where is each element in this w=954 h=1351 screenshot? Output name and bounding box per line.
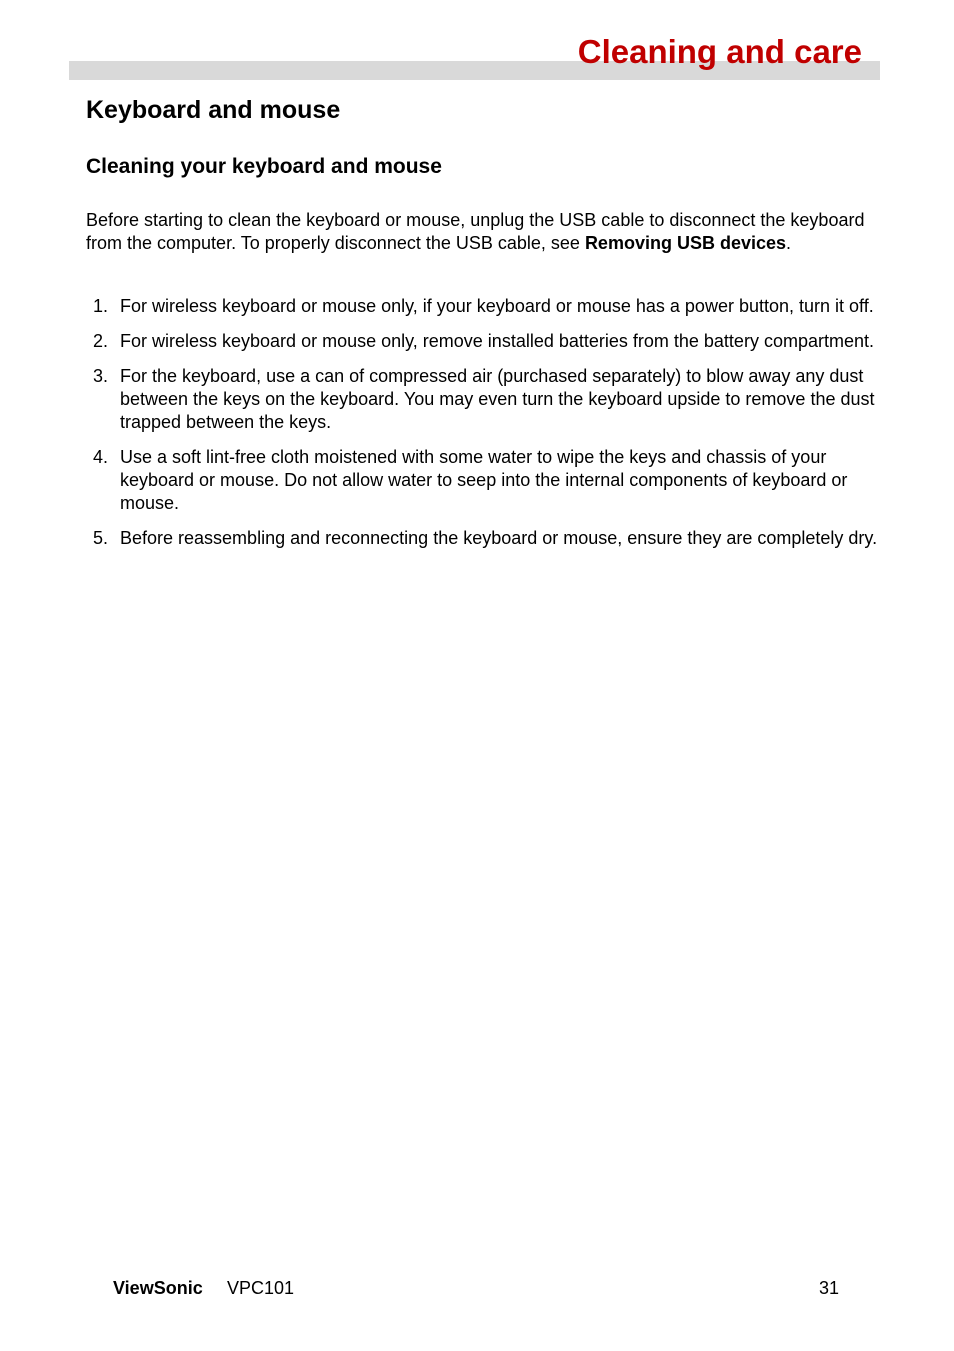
- step-text: For wireless keyboard or mouse only, remove installed batteries from the battery compartment.: [120, 331, 874, 351]
- list-item: [86, 330, 892, 353]
- page-number: 31: [818, 1278, 839, 1298]
- step-number: 1.: [93, 296, 109, 316]
- intro-text-end: .: [786, 233, 792, 253]
- list-item: [86, 295, 892, 318]
- list-item: [86, 446, 892, 515]
- intro-paragraph: [86, 209, 876, 255]
- subsection-title: Cleaning your keyboard and mouse: [86, 155, 442, 178]
- list-item: [86, 527, 892, 550]
- footer-model: VPC101: [227, 1278, 295, 1298]
- section-title: Keyboard and mouse: [86, 96, 341, 124]
- step-number: 5.: [93, 528, 109, 548]
- chapter-title: Cleaning and care: [577, 33, 862, 70]
- removing-usb-devices-reference: Removing USB devices: [584, 233, 787, 253]
- footer-brand: ViewSonic: [113, 1278, 203, 1298]
- intro-text: Before starting to clean the keyboard or mouse, unplug the USB cable to disconnect the keyboard from the computer. To properly disconnect the USB cable, see: [86, 210, 865, 253]
- step-number: 3.: [93, 366, 109, 386]
- list-item: [86, 365, 892, 434]
- step-text: For the keyboard, use a can of compressed air (purchased separately) to blow away any dust between the keys on the keyboard. You may even turn the keyboard upside to remove the dust trapped between the keys.: [120, 366, 875, 432]
- step-text: Before reassembling and reconnecting the keyboard or mouse, ensure they are completely dry.: [120, 528, 878, 548]
- step-number: 4.: [93, 447, 109, 467]
- step-number: 2.: [93, 331, 109, 351]
- cleaning-steps-list: [86, 295, 892, 562]
- step-text: Use a soft lint-free cloth moistened with some water to wipe the keys and chassis of your keyboard or mouse. Do not allow water to seep into the internal components of keyboard or mouse.: [120, 447, 848, 513]
- step-text: For wireless keyboard or mouse only, if your keyboard or mouse has a power button, turn it off.: [120, 296, 874, 316]
